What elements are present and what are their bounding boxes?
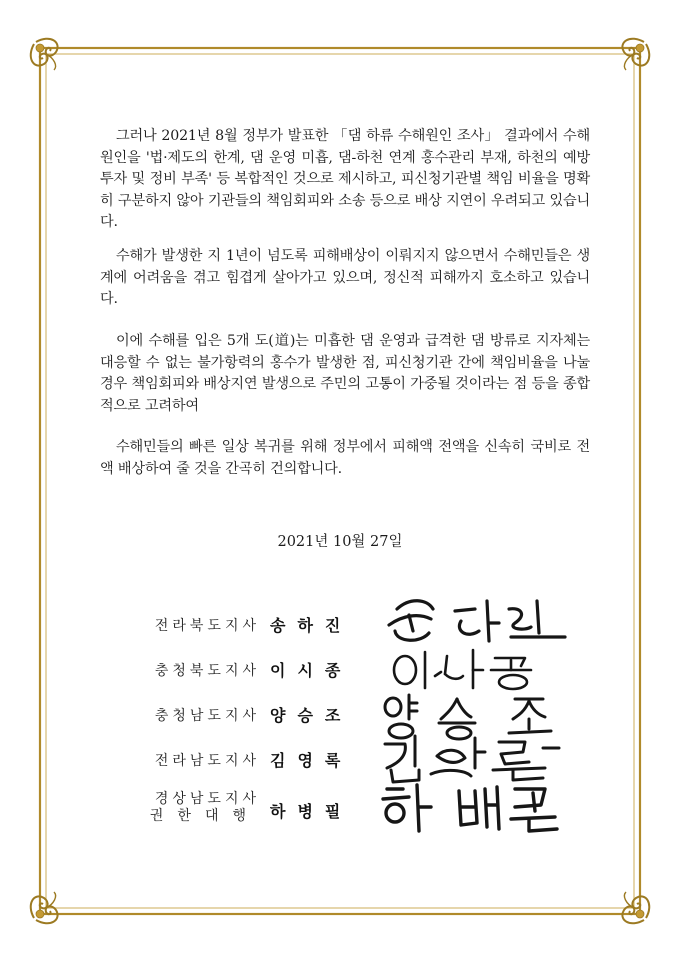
signatory-row (0, 740, 680, 780)
paragraph-1: 그러나 2021년 8월 정부가 발표한 「댐 하류 수해원인 조사」 결과에서 수해 원인을 '법·제도의 한계, 댐 운영 미흡, 댐-하천 연계 홍수관리 부재, 하천의 예방투자 및 정비 부족' 등 복합적인 것으로 제시하고, 피신청기관별 책임 비율을 명확히 구분하지 않아 기관들의 책임회피와 소송 등으로 배상 지연이 우려되고 있습니다. (100, 128, 590, 230)
signatory-row (0, 650, 680, 690)
signatory-title (120, 791, 260, 825)
signatory-title-line: 경상남도지사 (154, 791, 260, 807)
signatory-row (0, 785, 680, 835)
signatory-title: 전라북도지사 (154, 618, 260, 634)
paragraph-3: 이에 수해를 입은 5개 도(道)는 미흡한 댐 운영과 급격한 댐 방류로 지자체는 대응할 수 없는 불가항력의 홍수가 발생한 점, 피신청기관 간에 책임비율을 나눌 경우 책임회피와 배상지연 발생으로 주민의 고통이 가중될 것이라는 점 등을 종합적으로 고려하여 (100, 333, 590, 414)
paragraph-4: 수해민들의 빠른 일상 복귀를 위해 정부에서 피해액 전액을 신속히 국비로 전액 배상하여 줄 것을 간곡히 건의합니다. (100, 439, 590, 477)
signatory-title: 충청북도지사 (154, 663, 260, 679)
handwritten-signature (375, 779, 585, 839)
signatory-name: 양승조 (270, 706, 353, 725)
signatory-row (0, 605, 680, 645)
signatory-title: 충청남도지사 (154, 708, 260, 724)
signatory-name: 송하진 (270, 616, 353, 635)
signatory-title: 전라남도지사 (154, 753, 260, 769)
signatory-title-line: 권한대행 (149, 808, 260, 824)
signatory-name: 이시종 (270, 661, 353, 680)
paragraph-2: 수해가 발생한 지 1년이 넘도록 피해배상이 이뤄지지 않으면서 수해민들은 생계에 어려움을 겪고 힘겹게 살아가고 있으며, 정신적 피해까지 호소하고 있습니다. (100, 248, 590, 307)
signatory-name: 하병필 (270, 802, 353, 821)
signatory-name: 김영록 (270, 751, 353, 770)
document-date: 2021년 10월 27일 (277, 534, 403, 550)
